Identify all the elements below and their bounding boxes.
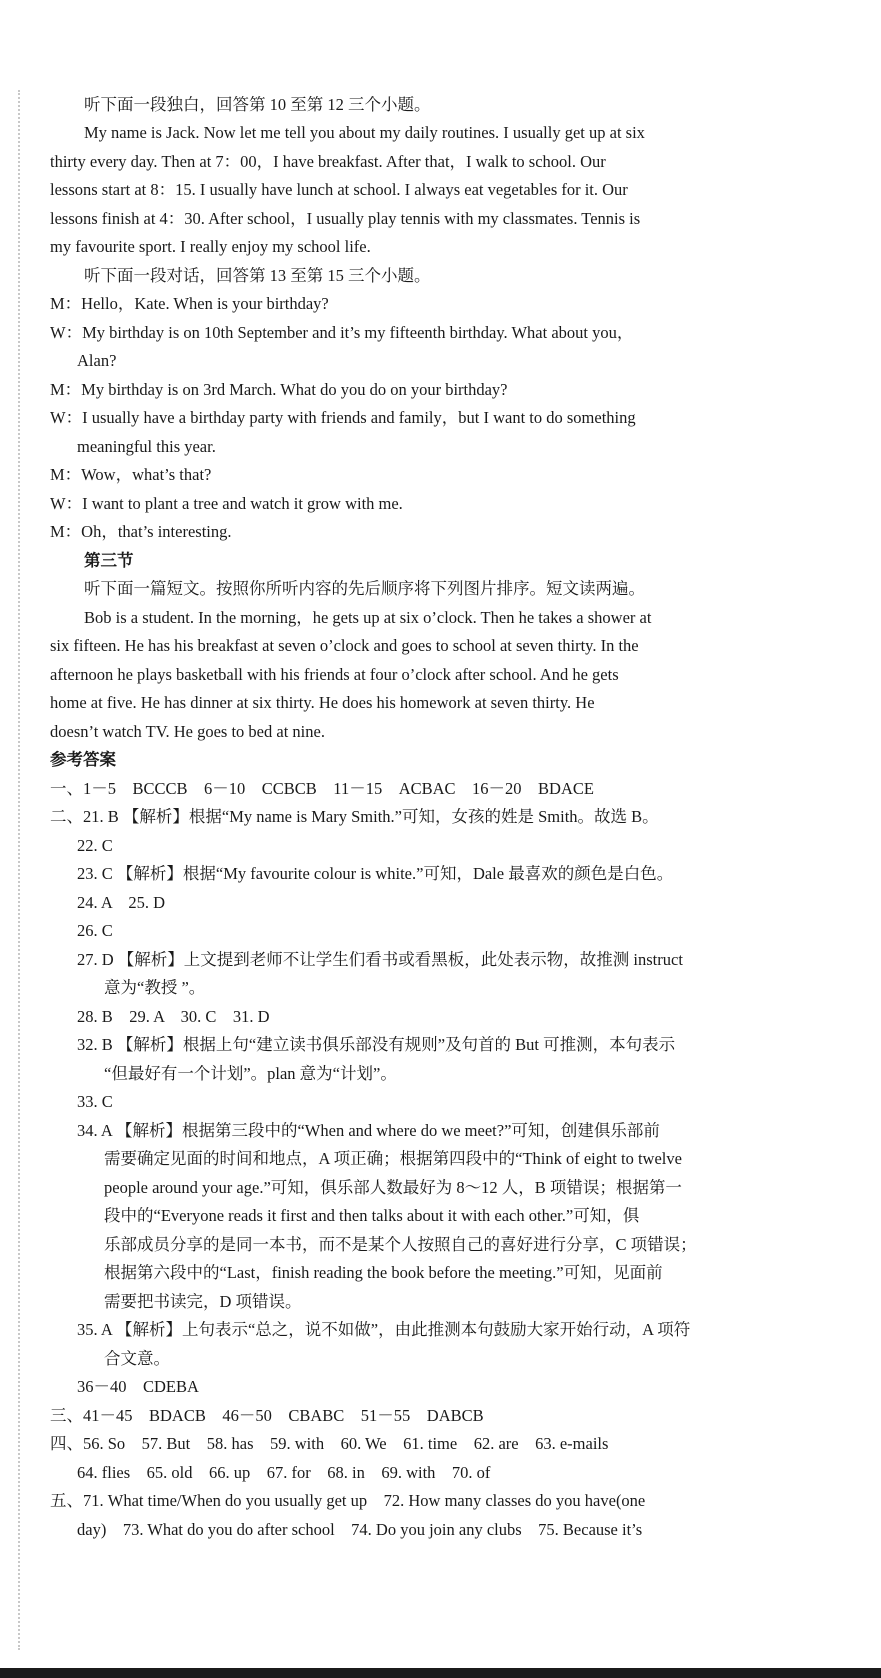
answer-26: 26. C [77,921,113,940]
passage-line-4: home at five. He has dinner at six thirty. He does his homework at seven thirty. He [50,693,595,712]
passage-line-3: afternoon he plays basketball with his friends at four o’clock after school. And he gets [50,665,619,684]
monologue-line-5: my favourite sport. I really enjoy my school life. [50,237,371,256]
passage-line-2: six fifteen. He has his breakfast at seven o’clock and goes to school at seven thirty. In the [50,636,639,655]
monologue-line-1: My name is Jack. Now let me tell you about my daily routines. I usually get up at six [84,123,645,142]
answers-part3: 三、41－45 BDACB 46－50 CBABC 51－55 DABCB [50,1406,484,1425]
section3-title: 第三节 [84,551,134,570]
answer-24-25: 24. A 25. D [77,893,166,912]
passage-line-1: Bob is a student. In the morning，he gets up at six o’clock. Then he takes a shower at [84,608,652,627]
answer-34-cont-6: 需要把书读完，D 项错误。 [104,1292,302,1311]
dialogue-line-6: meaningful this year. [77,437,216,456]
scan-bottom-edge [0,1668,881,1678]
dialogue-line-3: Alan? [77,351,117,370]
answer-34-cont-4: 乐部成员分享的是同一本书，而不是某个人按照自己的喜好进行分享，C 项错误； [104,1235,697,1254]
answer-28-31: 28. B 29. A 30. C 31. D [77,1007,270,1026]
answer-34-cont-1: 需要确定见面的时间和地点，A 项正确；根据第四段中的“Think of eight to twelve [104,1149,682,1168]
answers-part4-line-1: 四、56. So 57. But 58. has 59. with 60. We 61. time 62. are 63. e-mails [50,1434,609,1453]
answer-34-cont-2: people around your age.”可知，俱乐部人数最好为 8～12 人，B 项错误；根据第一 [104,1178,682,1197]
section3-intro: 听下面一篇短文。按照你所听内容的先后顺序将下列图片排序。短文读两遍。 [84,579,645,598]
dialogue-line-4: M：My birthday is on 3rd March. What do you do on your birthday? [50,380,508,399]
answer-32: 32. B 【解析】根据上句“建立读书俱乐部没有规则”及句首的 But 可推测，本句表示 [77,1035,676,1054]
answer-34: 34. A 【解析】根据第三段中的“When and where do we meet?”可知，创建俱乐部前 [77,1121,660,1140]
answer-36-40: 36－40 CDEBA [77,1377,199,1396]
monologue-line-3: lessons start at 8：15. I usually have lunch at school. I always eat vegetables for it. Our [50,180,628,199]
dialogue-line-2: W：My birthday is on 10th September and it’s my fifteenth birthday. What about you， [50,323,634,342]
answer-34-cont-5: 根据第六段中的“Last，finish reading the book before the meeting.”可知，见面前 [104,1263,663,1282]
answers-part1: 一、1－5 BCCCB 6－10 CCBCB 11－15 ACBAC 16－20 BDACE [50,779,594,798]
dialogue-intro: 听下面一段对话，回答第 13 至第 15 三个小题。 [84,266,431,285]
dialogue-line-1: M：Hello，Kate. When is your birthday? [50,294,329,313]
answer-27-cont: 意为“教授 ”。 [104,978,206,997]
answer-27: 27. D 【解析】上文提到老师不让学生们看书或看黑板，此处表示物，故推测 instruct [77,950,683,969]
answer-33: 33. C [77,1092,113,1111]
dialogue-line-5: W：I usually have a birthday party with friends and family，but I want to do something [50,408,636,427]
answer-23: 23. C 【解析】根据“My favourite colour is white.”可知，Dale 最喜欢的颜色是白色。 [77,864,674,883]
answers-part4-line-2: 64. flies 65. old 66. up 67. for 68. in 69. with 70. of [77,1463,491,1482]
monologue-intro: 听下面一段独白，回答第 10 至第 12 三个小题。 [84,95,431,114]
monologue-line-2: thirty every day. Then at 7：00，I have breakfast. After that，I walk to school. Our [50,152,606,171]
answers-part5-line-1: 五、71. What time/When do you usually get up 72. How many classes do you have(one [50,1491,646,1510]
answers-title: 参考答案 [50,750,116,769]
answer-35-cont: 合文意。 [104,1349,170,1368]
answers-part5-line-2: day) 73. What do you do after school 74. Do you join any clubs 75. Because it’s [77,1520,643,1539]
answer-35: 35. A 【解析】上句表示“总之，说不如做”，由此推测本句鼓励大家开始行动，A 项符 [77,1320,691,1339]
dialogue-line-9: M：Oh，that’s interesting. [50,522,232,541]
answer-34-cont-3: 段中的“Everyone reads it first and then talks about it with each other.”可知，俱 [104,1206,640,1225]
dialogue-line-8: W：I want to plant a tree and watch it grow with me. [50,494,403,513]
monologue-line-4: lessons finish at 4：30. After school，I usually play tennis with my classmates. Tennis is [50,209,641,228]
answer-32-cont: “但最好有一个计划”。plan 意为“计划”。 [104,1064,397,1083]
dialogue-line-7: M：Wow，what’s that? [50,465,212,484]
passage-line-5: doesn’t watch TV. He goes to bed at nine. [50,722,325,741]
answer-22: 22. C [77,836,113,855]
binding-margin-line [18,90,20,1650]
answer-21: 二、21. B 【解析】根据“My name is Mary Smith.”可知，女孩的姓是 Smith。故选 B。 [50,807,659,826]
